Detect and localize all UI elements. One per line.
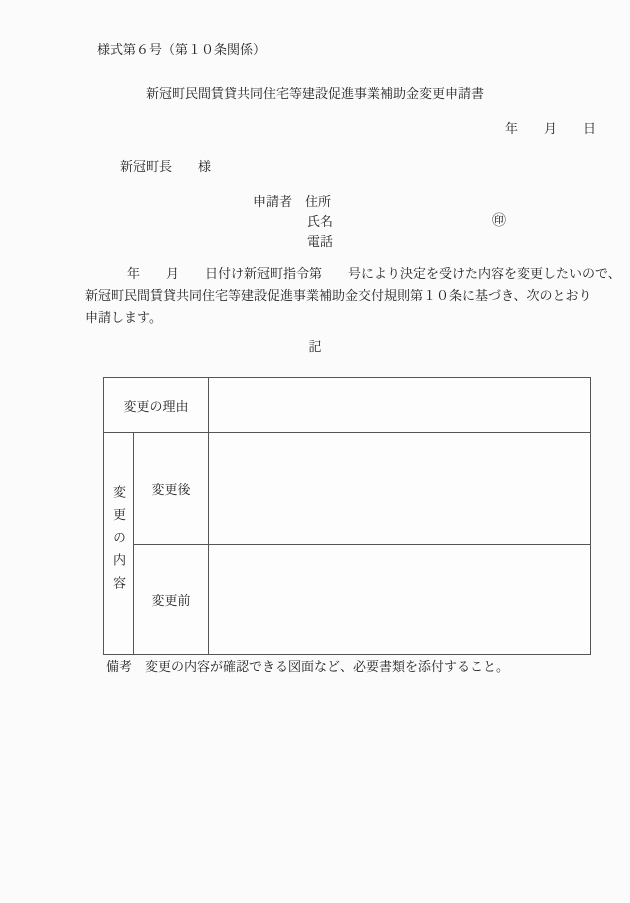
content-label-text: 変更の内容 [111,484,126,599]
applicant-block [253,192,333,252]
body-paragraph [85,263,621,329]
before-label-cell: 変更前 [134,545,209,655]
after-label-cell: 変更後 [134,433,209,545]
body-line-2: 新冠町民間賃貸共同住宅等建設促進事業補助金交付規則第１０条に基づき、次のとおり [85,288,592,303]
reason-label-cell: 変更の理由 [104,378,209,433]
addressee: 新冠町長 様 [120,159,212,174]
body-line-3: 申請します。 [85,310,162,325]
reason-value-cell [209,378,591,433]
seal-mark-icon: ㊞ [492,214,506,229]
date-line: 年 月 日 [504,121,596,136]
applicant-name-label: 氏名 [307,214,334,229]
remarks-note: 備考 変更の内容が確認できる図面など、必要書類を添付すること。 [106,659,510,674]
document-title: 新冠町民間賃貸共同住宅等建設促進事業補助金変更申請書 [145,86,484,101]
body-line-1: 年 月 日付け新冠町指令第 号により決定を受けた内容を変更したいので、 [127,266,621,281]
applicant-address-line: 申請者 住所 [253,194,332,209]
applicant-phone-label: 電話 [307,234,334,249]
ki-heading: 記 [308,339,322,354]
before-value-cell [209,545,591,655]
after-value-cell [209,433,591,545]
content-label-cell [104,433,134,655]
change-details-table [103,377,591,655]
form-number: 様式第６号（第１０条関係） [97,42,267,57]
